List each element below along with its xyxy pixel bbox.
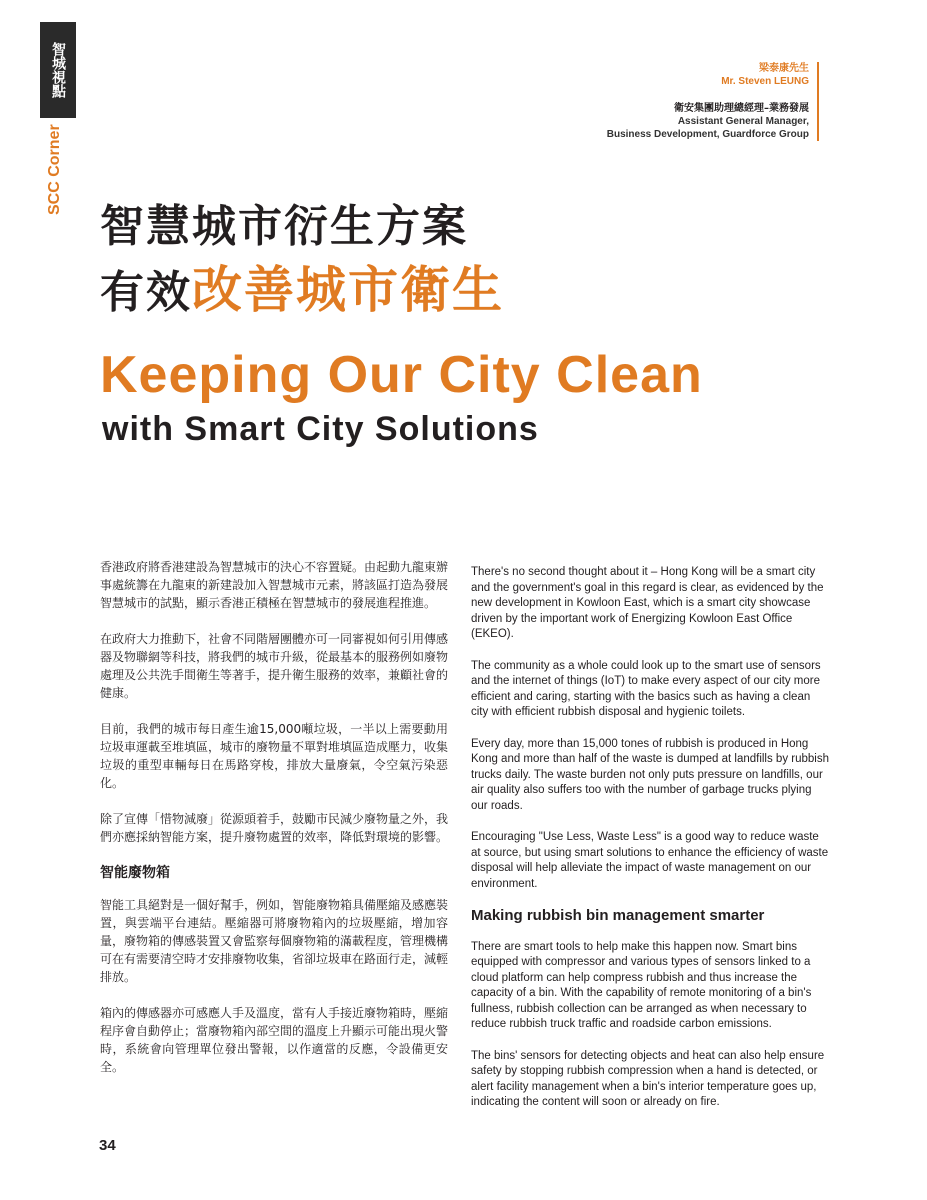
zh-subheading: 智能廢物箱 <box>100 865 170 881</box>
headline-zh-prefix: 有效 <box>100 267 192 318</box>
scc-corner-label: SCC Corner <box>46 124 63 215</box>
english-column <box>471 565 829 1127</box>
author-block <box>607 62 819 141</box>
en-paragraph-1: There's no second thought about it – Hong Kong will be a smart city and the government's goal in this regard is clear, as evidenced by the new development in Kowloon East, which is a smart city showcase driven by the important work of Energizing Kowloon East Office (EKEO). <box>471 566 824 640</box>
section-tab-label: 智城視點 <box>50 42 66 98</box>
zh-paragraph-2: 在政府大力推動下，社會不同階層團體亦可一同審視如何引用傳感器及物聯網等科技，將我們的城市升級，從最基本的服務例如廢物處理及公共洗手間衛生等著手，提升衛生服務的效率，兼顧社會的健康。 <box>100 632 449 700</box>
zh-paragraph-6: 箱內的傳感器亦可感應人手及溫度，當有人手接近廢物箱時，壓縮程序會自動停止；當廢物箱內部空間的溫度上升顯示可能出現火警時，系統會向管理單位發出警報，以作適當的反應，令設備更安全。 <box>100 1006 449 1074</box>
en-paragraph-2: The community as a whole could look up to the smart use of sensors and the internet of things (IoT) to make every aspect of our city more efficient and caring, starting with the basics such as having a clean city with efficient rubbish disposal and hygienic toilets. <box>471 659 821 718</box>
zh-paragraph-3: 目前，我們的城市每日產生逾15,000噸垃圾，一半以上需要動用垃圾車運載至堆填區，城市的廢物量不單對堆填區造成壓力，收集垃圾的重型車輛每日在馬路穿梭，排放大量廢氣，令空氣污染惡化。 <box>100 722 449 790</box>
zh-paragraph-4: 除了宣傳「惜物減廢」從源頭着手，鼓勵市民減少廢物量之外，我們亦應採納智能方案，提升廢物處置的效率，降低對環境的影響。 <box>100 812 449 844</box>
zh-paragraph-5: 智能工具絕對是一個好幫手，例如，智能廢物箱具備壓縮及感應裝置，與雲端平台連結。壓縮器可將廢物箱內的垃圾壓縮，增加容量，廢物箱的傳感裝置又會監察每個廢物箱的滿載程度，管理機構可在有需要清空時才安排廢物收集，省卻垃圾車在路面行走，減輕排放。 <box>100 898 449 984</box>
chinese-column <box>100 558 448 1094</box>
en-paragraph-3: Every day, more than 15,000 tones of rubbish is produced in Hong Kong and more than half of the waste is dumped at landfills by rubbish trucks daily. The waste burden not only puts pressure on landfills, our air quality also suffers too with the number of garbage trucks plying our roads. <box>471 737 829 812</box>
en-paragraph-4: Encouraging "Use Less, Waste Less" is a good way to reduce waste at source, but using smart solutions to enhance the efficiency of waste disposal will help alleviate the impact of waste management on our environment. <box>471 831 829 890</box>
headline-zh-line2 <box>100 250 504 322</box>
author-name-zh: 梁泰康先生 <box>759 63 809 74</box>
en-paragraph-5: There are smart tools to help make this happen now. Smart bins equipped with compressor and various types of sensors linked to a cloud platform can help compress rubbish and thus increase the capacity of a bin. With the capability of remote monitoring of a bin's fullness, rubbish collection can be arranged as when necessary to reduce rubbish truck traffic and roadside carbon emissions. <box>471 940 812 1030</box>
page-number: 34 <box>99 1137 116 1154</box>
en-subheading: Making rubbish bin management smarter <box>471 907 765 924</box>
headline-en-line1: Keeping Our City Clean <box>100 346 703 404</box>
author-title-zh: 衛安集團助理總經理–業務發展 <box>674 103 809 114</box>
author-name-en: Mr. Steven LEUNG <box>721 76 809 87</box>
author-title-en-2: Business Development, Guardforce Group <box>606 129 809 140</box>
section-tab <box>40 22 76 118</box>
author-title-en-1: Assistant General Manager, <box>677 116 809 127</box>
headline-zh-line1: 智慧城市衍生方案 <box>100 201 468 252</box>
headline-en-line2: with Smart City Solutions <box>102 410 539 448</box>
en-paragraph-6: The bins' sensors for detecting objects and heat can also help ensure safety by stopping rubbish compression when a hand is detected, or alert facility management when a bin's interior temperature goes up, indicating the content will soon or already on fire. <box>471 1049 825 1108</box>
headline-zh-accent: 改善城市衛生 <box>192 261 504 319</box>
zh-paragraph-1: 香港政府將香港建設為智慧城市的決心不容置疑。由起動九龍東辦事處統籌在九龍東的新建設加入智慧城市元素，將該區打造為發展智慧城市的試點，顯示香港正積極在智慧城市的發展進程推進。 <box>100 560 449 610</box>
